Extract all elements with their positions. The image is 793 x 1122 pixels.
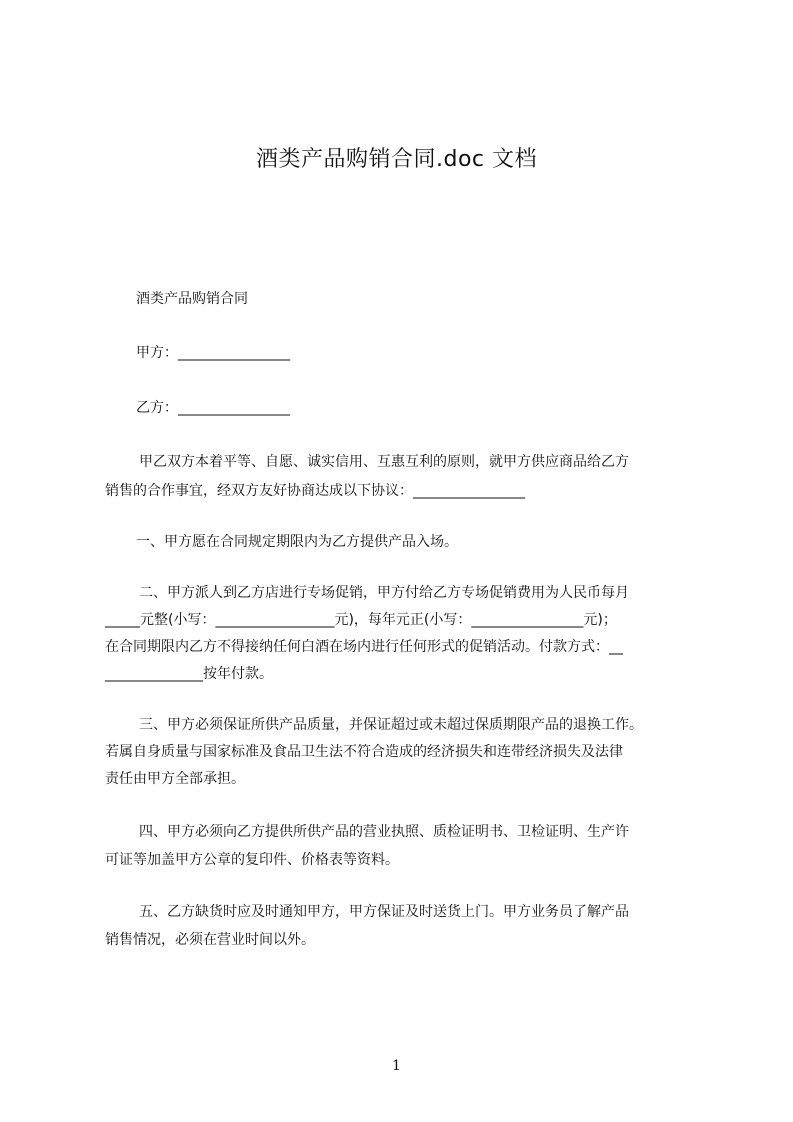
clause-3-line-2: 若属自身质量与国家标准及食品卫生法不符合造成的经济损失和连带经济损失及法律: [105, 744, 623, 760]
contract-name: 酒类产品购销合同: [136, 291, 248, 307]
clause-1: 一、甲方愿在合同规定期限内为乙方提供产品入场。: [136, 534, 458, 550]
intro-line-2: 销售的合作事宜，经双方友好协商达成以下协议：________________: [105, 483, 525, 499]
clause-4-line-2: 可证等加盖甲方公章的复印件、价格表等资料。: [105, 852, 399, 868]
party-a-line: 甲方：________________: [136, 345, 290, 361]
page-number: 1: [392, 1058, 401, 1074]
clause-2-line-3: 在合同期限内乙方不得接纳任何白酒在场内进行任何形式的促销活动。付款方式：__: [105, 639, 623, 655]
clause-4-line-1: 四、甲方必须向乙方提供所供产品的营业执照、质检证明书、卫检证明、生产许: [139, 824, 629, 840]
clause-3-line-3: 责任由甲方全部承担。: [105, 771, 245, 787]
document-title: 酒类产品购销合同.doc 文档: [255, 147, 537, 172]
clause-2-line-1: 二、甲方派人到乙方店进行专场促销，甲方付给乙方专场促销费用为人民币每月: [139, 585, 629, 601]
intro-line-1: 甲乙双方本着平等、自愿、诚实信用、互惠互利的原则，就甲方供应商品给乙方: [139, 454, 629, 470]
party-b-line: 乙方：________________: [136, 400, 290, 416]
clause-5-line-2: 销售情况，必须在营业时间以外。: [105, 932, 315, 948]
clause-3-line-1: 三、甲方必须保证所供产品质量，并保证超过或未超过保质期限产品的退换工作。: [139, 717, 643, 733]
clause-2-line-2: _____元整(小写：_________________元)，每年元正(小写：________________元)；: [105, 612, 617, 628]
clause-5-line-1: 五、乙方缺货时应及时通知甲方，甲方保证及时送货上门。甲方业务员了解产品: [139, 904, 629, 920]
clause-2-line-4: ______________按年付款。: [105, 666, 273, 682]
